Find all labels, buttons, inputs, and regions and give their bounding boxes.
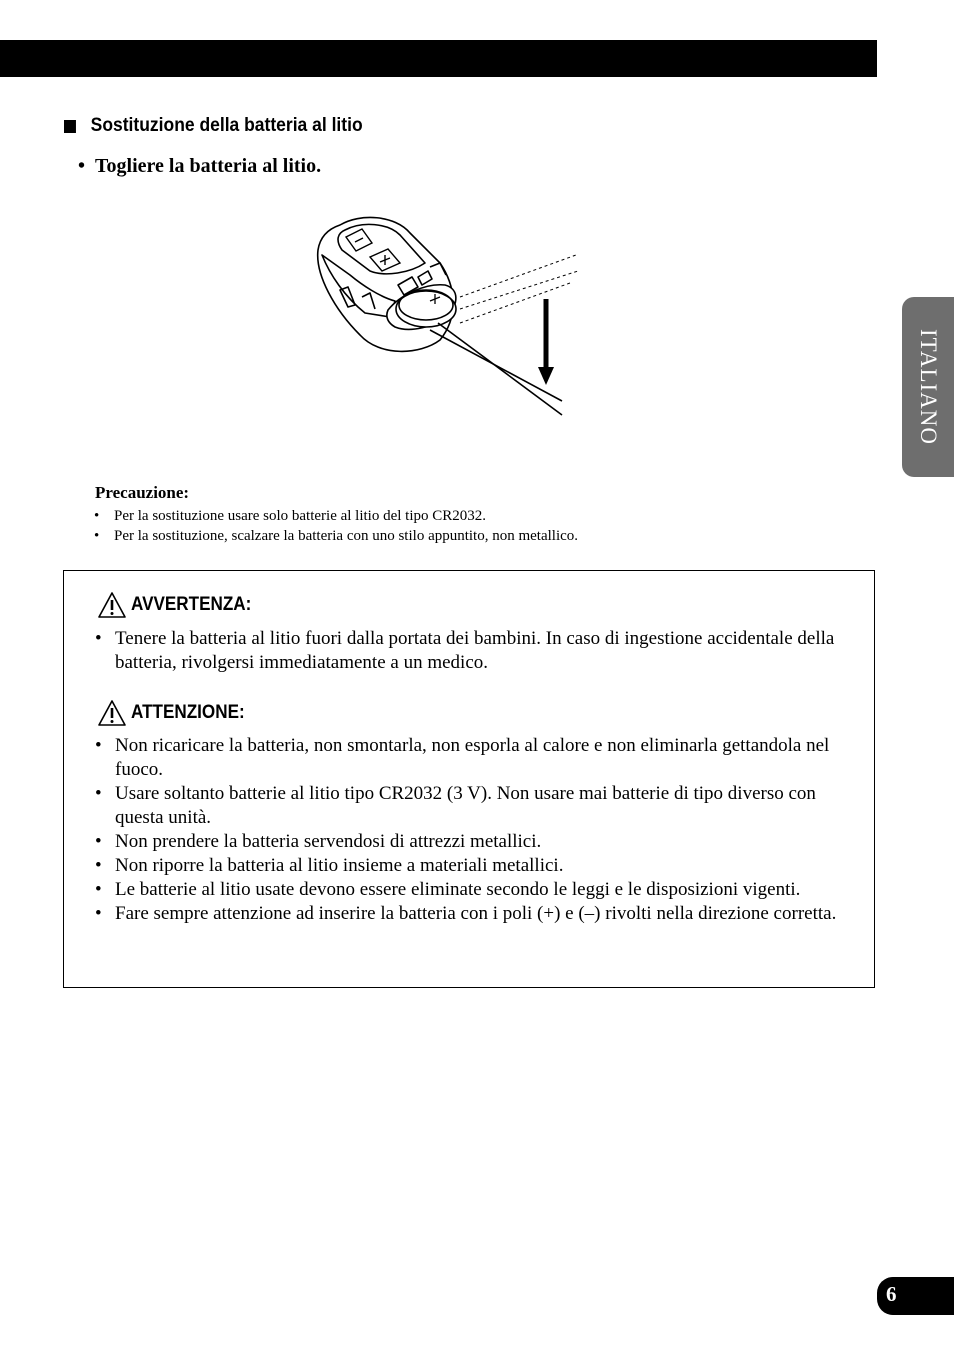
language-side-tab [902, 297, 954, 477]
warning-list [95, 627, 840, 675]
precaution-block [95, 483, 855, 546]
step-text: Togliere la batteria al litio. [95, 155, 322, 177]
list-item: • Non prendere la batteria servendosi di attrezzi metallici. [95, 830, 840, 854]
list-item: • Usare soltanto batterie al litio tipo CR2032 (3 V). Non usare mai batterie di tipo diverso con questa unità. [95, 782, 840, 830]
warning-box [63, 570, 875, 988]
warning-title: AVVERTENZA: [131, 594, 252, 615]
remote-battery-illustration [300, 205, 590, 420]
page-number-tab [877, 1277, 954, 1315]
caution-list [95, 734, 840, 926]
header-bar [0, 40, 877, 77]
page-number: 6 [886, 1282, 897, 1306]
caution-title: ATTENZIONE: [131, 702, 245, 723]
square-bullet-icon [64, 120, 76, 133]
step-bullet: • [78, 155, 86, 177]
caution-triangle-icon [97, 699, 127, 727]
precaution-title: Precauzione: [95, 483, 190, 502]
list-item: • Fare sempre attenzione ad inserire la batteria con i poli (+) e (–) rivolti nella direzione corretta. [95, 902, 840, 926]
list-item: • Per la sostituzione usare solo batterie al litio del tipo CR2032. [94, 506, 855, 526]
list-item: • Non riporre la batteria al litio insieme a materiali metallici. [95, 854, 840, 878]
precaution-list [94, 506, 855, 546]
language-label: ITALIANO [916, 328, 941, 446]
list-item: • Per la sostituzione, scalzare la batteria con uno stilo appuntito, non metallico. [94, 526, 855, 546]
warning-heading [97, 591, 265, 619]
list-item: • Non ricaricare la batteria, non smontarla, non esporla al calore e non eliminarla gettandola nel fuoco. [95, 734, 840, 782]
section-title: Sostituzione della batteria al litio [90, 115, 363, 136]
warning-triangle-icon [97, 591, 127, 619]
step-instruction [78, 155, 321, 178]
caution-heading [97, 699, 257, 727]
list-item: • Le batterie al litio usate devono essere eliminate secondo le leggi e le disposizioni vigenti. [95, 878, 840, 902]
list-item: • Tenere la batteria al litio fuori dalla portata dei bambini. In caso di ingestione accidentale della batteria, rivolgersi immediatamente a un medico. [95, 627, 840, 675]
section-heading [64, 115, 363, 137]
